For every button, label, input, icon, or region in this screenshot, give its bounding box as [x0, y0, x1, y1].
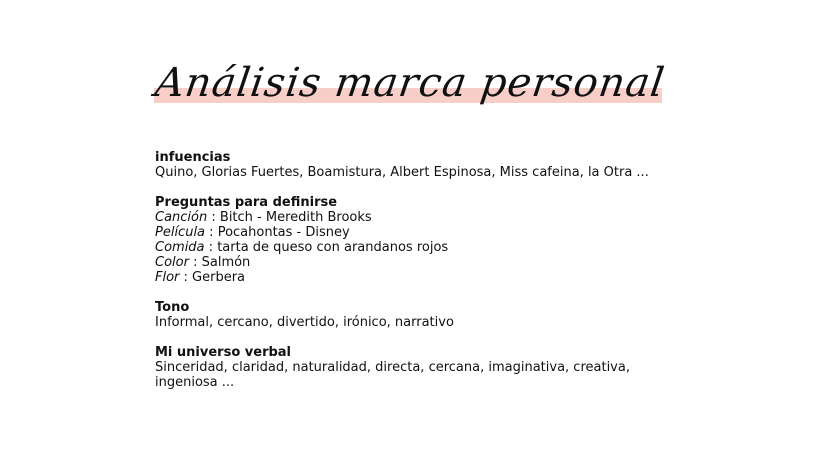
section-text-tono: Informal, cercano, divertido, irónico, narrativo [155, 315, 454, 330]
question-item-color: Color : Salmón [155, 255, 251, 270]
page-title: Análisis marca personal [152, 60, 668, 106]
section-heading-preguntas: Preguntas para definirse [155, 195, 338, 210]
question-value: Pocahontas - Disney [217, 225, 350, 240]
question-value: Salmón [201, 255, 251, 270]
section-heading-tono: Tono [155, 300, 190, 315]
section-text-universo: Sinceridad, claridad, naturalidad, directa, cercana, imaginativa, creativa, ingeniosa ... [155, 360, 630, 390]
section-text-influencias: Quino, Glorias Fuertes, Boamistura, Albert Espinosa, Miss cafeina, la Otra ... [155, 165, 649, 180]
title-block [0, 50, 820, 120]
question-label: Color [155, 255, 189, 270]
section-heading-influencias: infuencias [155, 150, 231, 165]
content-body [155, 150, 675, 405]
question-label: Comida [155, 240, 205, 255]
question-label: Flor [155, 270, 180, 285]
section-preguntas [155, 195, 675, 285]
question-item-flor: Flor : Gerbera [155, 270, 246, 285]
section-tono [155, 300, 675, 330]
section-universo-verbal [155, 345, 675, 390]
question-label: Canción [155, 210, 208, 225]
question-item-cancion: Canción : Bitch - Meredith Brooks [155, 210, 372, 225]
question-item-pelicula: Película : Pocahontas - Disney [155, 225, 350, 240]
question-item-comida: Comida : tarta de queso con arandanos rojos [155, 240, 449, 255]
section-heading-universo: Mi universo verbal [155, 345, 292, 360]
question-value: Bitch - Meredith Brooks [219, 210, 372, 225]
question-value: Gerbera [192, 270, 246, 285]
section-influencias [155, 150, 675, 180]
question-label: Película [155, 225, 206, 240]
question-value: tarta de queso con arandanos rojos [217, 240, 449, 255]
